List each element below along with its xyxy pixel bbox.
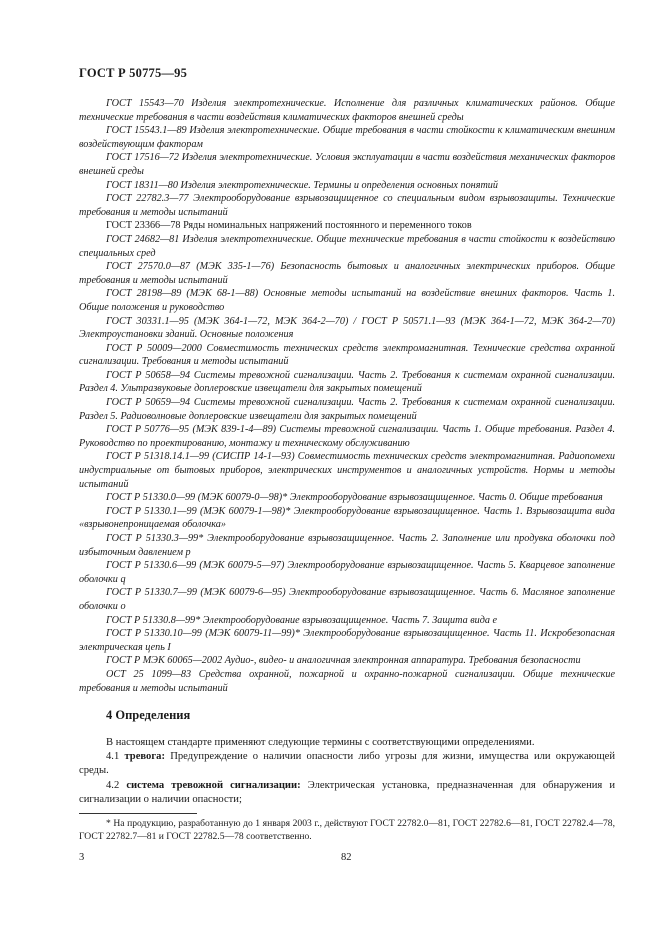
- definition-term: тревога:: [124, 751, 165, 763]
- reference-item: ГОСТ 30331.1—95 (МЭК 364-1—72, МЭК 364-2—70) / ГОСТ Р 50571.1—93 (МЭК 364-1—72, МЭК 364-2—70) Электроустановки зданий. Основные положения: [79, 315, 615, 341]
- reference-item: ОСТ 25 1099—83 Средства охранной, пожарной и охранно-пожарной сигнализации. Общие технические требования и методы испытаний: [79, 668, 615, 694]
- definition-number: 4.2: [106, 779, 120, 791]
- reference-item: ГОСТ Р 50776—95 (МЭК 839-1-4—89) Системы тревожной сигнализации. Часть 1. Общие требования. Раздел 4. Руководство по проектированию, монтажу и техническому обслуживанию: [79, 424, 615, 449]
- reference-item: ГОСТ Р МЭК 60065—2002 Аудио-, видео- и аналогичная электронная аппаратура. Требования безопасности: [106, 655, 581, 667]
- reference-item: ГОСТ Р 50658—94 Системы тревожной сигнализации. Часть 2. Требования к системам охранной сигнализации. Раздел 4. Ультразвуковые доплеровские извещатели для закрытых помещений: [79, 369, 615, 395]
- reference-item: ГОСТ Р 51330.7—99 (МЭК 60079-6—95) Электрооборудование взрывозащищенное. Часть 6. Масляное заполнение оболочки o: [79, 587, 615, 612]
- section-title: 4 Определения: [106, 708, 191, 722]
- page-number-center: 82: [341, 852, 352, 863]
- reference-item: ГОСТ Р 51330.10—99 (МЭК 60079-11—99)* Электрооборудование взрывозащищенное. Часть 11. Искробезопасная электрическая цепь I: [79, 628, 615, 653]
- reference-item: ГОСТ Р 51318.14.1—99 (СИСПР 14-1—93) Совместимость технических средств электромагнитная. Радиопомехи индустриальные от бытовых приборов, электрических инструментов и аналогичных устройств. Нормы и методы испытаний: [79, 451, 615, 490]
- definition-text: Предупреждение о наличии опасности либо угрозы для жизни, имущества или окружающей среды.: [79, 751, 616, 777]
- reference-item: ГОСТ 28198—89 (МЭК 68-1—88) Основные методы испытаний на воздействие внешних факторов. Часть 1. Общие положения и руководство: [79, 288, 615, 313]
- reference-item: ГОСТ 23366—78 Ряды номинальных напряжений постоянного и переменного токов: [106, 220, 472, 232]
- reference-item: ГОСТ 15543.1—89 Изделия электротехнические. Общие требования в части стойкости к климатическим внешним воздействующим факторам: [79, 125, 615, 150]
- footnote: * На продукцию, разработанную до 1 января 2003 г., действуют ГОСТ 22782.0—81, ГОСТ 22782.6—81, ГОСТ 22782.4—78, ГОСТ 22782.7—81 и ГОСТ 22782.5—78 соответственно.: [79, 818, 615, 842]
- definition-term: система тревожной сигнализации:: [126, 779, 301, 791]
- reference-item: ГОСТ Р 51330.3—99* Электрооборудование взрывозащищенное. Часть 2. Заполнение или продувка оболочки под избыточным давлением p: [79, 533, 615, 558]
- definition-number: 4.1: [106, 751, 120, 763]
- reference-item: ГОСТ 24682—81 Изделия электротехнические. Общие технические требования в части стойкости к воздействию специальных сред: [79, 233, 615, 259]
- definitions-body: [79, 736, 615, 807]
- definition-item: [79, 779, 615, 807]
- reference-item: ГОСТ 15543—70 Изделия электротехнические. Исполнение для различных климатических районов. Общие технические требования в части воздействия климатических факторов внешней среды: [79, 98, 615, 123]
- reference-item: ГОСТ Р 51330.1—99 (МЭК 60079-1—98)* Электрооборудование взрывозащищенное. Часть 1. Взрывозащита вида «взрывонепроницаемая оболочка»: [79, 505, 615, 531]
- definition-text: Электрическая установка, предназначенная для обнаружения и сигнализации о наличии опасности;: [79, 779, 616, 805]
- reference-item: ГОСТ Р 51330.0—99 (МЭК 60079-0—98)* Электрооборудование взрывозащищенное. Часть 0. Общие требования: [106, 492, 603, 504]
- reference-item: ГОСТ 18311—80 Изделия электротехнические. Термины и определения основных понятий: [106, 179, 498, 191]
- document-header: ГОСТ Р 50775—95: [79, 66, 188, 80]
- definitions-intro: В настоящем стандарте применяют следующие термины с соответствующими определениями.: [106, 737, 535, 748]
- reference-item: ГОСТ Р 51330.8—99* Электрооборудование взрывозащищенное. Часть 7. Защита вида e: [106, 614, 498, 626]
- footnote-divider: [79, 813, 197, 814]
- definition-item: [79, 750, 615, 778]
- reference-item: ГОСТ 17516—72 Изделия электротехнические. Условия эксплуатации в части воздействия механических факторов внешней среды: [79, 152, 615, 177]
- reference-item: ГОСТ Р 50659—94 Системы тревожной сигнализации. Часть 2. Требования к системам охранной сигнализации. Раздел 5. Радиоволновые доплеровские извещатели для закрытых помещений: [79, 397, 615, 422]
- page-number-left: 3: [79, 852, 85, 863]
- reference-item: ГОСТ 27570.0—87 (МЭК 335-1—76) Безопасность бытовых и аналогичных электрических приборов. Общие требования и методы испытаний: [79, 261, 615, 286]
- reference-item: ГОСТ Р 50009—2000 Совместимость технических средств электромагнитная. Технические средства охранной сигнализации. Требования и методы испытаний: [79, 342, 615, 368]
- reference-item: ГОСТ 22782.3—77 Электрооборудование взрывозащищенное со специальным видом взрывозащиты. Технические требования и методы испытаний: [79, 193, 615, 218]
- reference-item: ГОСТ Р 51330.6—99 (МЭК 60079-5—97) Электрооборудование взрывозащищенное. Часть 5. Кварцевое заполнение оболочки q: [79, 560, 615, 585]
- normative-references-list: [79, 97, 615, 695]
